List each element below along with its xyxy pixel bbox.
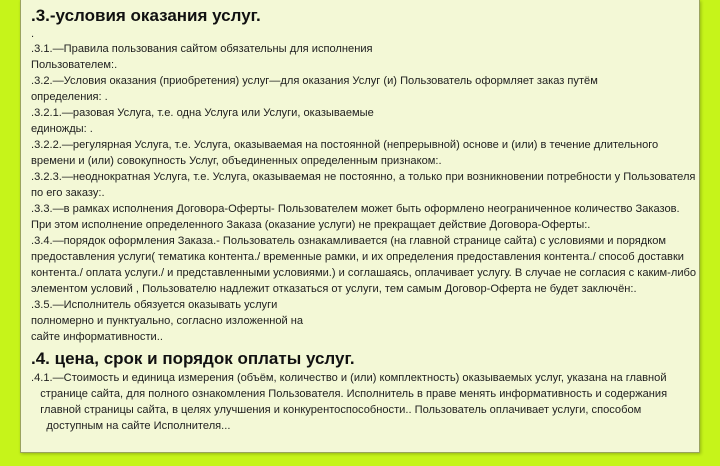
clause-3-2: .3.2.—Условия оказания (приобретения) услуг—для оказания Услуг (и) Пользователь оформляет заказ путём xyxy=(31,75,598,87)
text-line: определения: . xyxy=(31,91,108,103)
clause-3-2-3: .3.2.3.—неоднократная Услуга, т.е. Услуга, оказываемая не постоянно, а только при возникновении потребности у Пользователя xyxy=(31,171,696,183)
clause-3-1: .3.1.—Правила пользования сайтом обязательны для исполнения xyxy=(31,43,373,55)
text-line: доступным на сайте Исполнителя... xyxy=(31,420,231,432)
clause-3-2-1: .3.2.1.—разовая Услуга, т.е. одна Услуга или Услуги, оказываемые xyxy=(31,107,374,119)
text-line: полномерно и пунктуально, согласно изложенной на xyxy=(31,315,304,327)
text-line: контента./ оплата услуги./ и представленными условиями.) и соглашаясь, оплачивает услугу. В случае не согласия с каким-либо xyxy=(31,267,697,279)
text-line: предоставления услуги( тематика контента./ временные рамки, и их определения предоставления контента./ способ доставки xyxy=(31,251,685,263)
text-line: времени и (или) совокупность Услуг, объединенных определенным признаком:. xyxy=(31,155,442,167)
text-line: сайте информативности.. xyxy=(31,331,163,343)
section-3-heading: .3.-условия оказания услуг. xyxy=(31,6,261,25)
section-4-body xyxy=(31,370,699,434)
document-panel xyxy=(20,0,700,453)
text-line: главной страницы сайта, в целях улучшения и конкурентоспособности.. Пользователь оплачивает услуги, способом xyxy=(31,404,642,416)
section-3-body xyxy=(31,27,699,345)
clause-3-4: .3.4.—порядок оформления Заказа.- Пользователь ознакамливается (на главной странице сайта) с условиями и порядком xyxy=(31,235,667,247)
text-line: элементом условий , Пользователю надлежит отказаться от услуги, тем самым Договор-Оферта не будет заключён:. xyxy=(31,283,637,295)
clause-3-5: .3.5.—Исполнитель обязуется оказывать услуги xyxy=(31,299,278,311)
text-line: странице сайта, для полного ознакомления Пользователя. Исполнитель в праве менять информативность и содержания xyxy=(31,388,668,400)
clause-3-2-2: .3.2.2.—регулярная Услуга, т.е. Услуга, оказываемая на постоянной (непрерывной) основе и (или) в течение длительного xyxy=(31,139,659,151)
text-line: При этом исполнение определенного Заказа (оказание услуги) не прекращает действие Договора-Оферты:. xyxy=(31,219,591,231)
text-line: по его заказу:. xyxy=(31,187,105,199)
text-line: . xyxy=(31,28,35,40)
section-4-heading: .4. цена, срок и порядок оплаты услуг. xyxy=(31,349,355,368)
clause-4-1: .4.1.—Стоимость и единица измерения (объём, количество и (или) комплектность) оказываемых услуг, указана на главной xyxy=(31,372,667,384)
text-line: единожды: . xyxy=(31,123,93,135)
text-line: Пользователем:. xyxy=(31,59,118,71)
clause-3-3: .3.3.—в рамках исполнения Договора-Оферты- Пользователем может быть оформлено неограниченное количество Заказов. xyxy=(31,203,680,215)
